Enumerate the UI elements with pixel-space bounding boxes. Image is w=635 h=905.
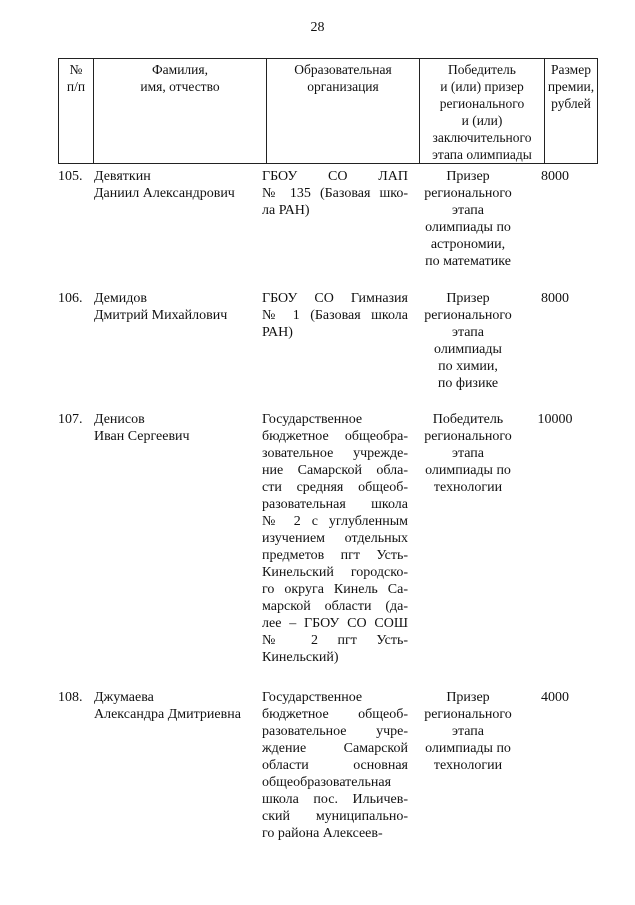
organization-line: бюджетное общеобра-	[262, 429, 408, 444]
organization-line: предметов пгт Усть-	[262, 548, 408, 563]
header-status-line: этапа олимпиады	[432, 147, 532, 162]
organization-line: ГБОУ СО ЛАП	[262, 169, 408, 184]
organization-line: ГБОУ СО Гимназия	[262, 291, 408, 306]
olympiad-status-line: этапа	[451, 724, 485, 739]
organization-line: зовательное учрежде-	[262, 446, 408, 461]
header-status-line: и (или)	[461, 113, 503, 128]
header-org	[267, 59, 420, 164]
olympiad-status-line: олимпиады по	[425, 741, 511, 756]
olympiad-status	[412, 689, 524, 774]
olympiad-status-line: регионального	[424, 186, 512, 201]
organization-line: РАН)	[262, 325, 293, 340]
olympiad-status-line: Призер	[446, 690, 490, 705]
student-name	[94, 689, 258, 723]
prize-amount: 8000	[541, 169, 569, 184]
student-name	[94, 290, 258, 324]
organization	[262, 168, 408, 219]
organization-line: Кинельский городско-	[262, 565, 408, 580]
organization-line: марской области (да-	[262, 599, 408, 614]
header-status-line: заключительного	[432, 130, 532, 145]
organization-line: ние Самарской обла-	[262, 463, 408, 478]
header-name-line: Фамилия,	[152, 62, 208, 77]
organization-line: го района Алексеев-	[262, 826, 383, 841]
organization-line: школа пос. Ильичев-	[262, 792, 408, 807]
prize-amount: 10000	[537, 412, 573, 427]
olympiad-status-line: этапа	[451, 203, 485, 218]
header-status-line: регионального	[439, 96, 525, 111]
header-num-line: №	[69, 62, 83, 77]
olympiad-status-line: по физике	[437, 376, 499, 391]
header-status-line: Победитель	[448, 62, 516, 77]
row-number: 107.	[58, 412, 83, 427]
header-num	[59, 59, 94, 164]
olympiad-status-line: регионального	[424, 429, 512, 444]
olympiad-status-line: регионального	[424, 707, 512, 722]
olympiad-status-line: олимпиады по	[425, 463, 511, 478]
olympiad-status	[412, 411, 524, 496]
row-number: 106.	[58, 291, 83, 306]
organization-line: общеобразовательная	[262, 775, 392, 790]
organization-line: ждение Самарской	[262, 741, 408, 756]
organization-line: ла РАН)	[262, 203, 310, 218]
header-org-line: Образовательная	[294, 62, 392, 77]
row-number: 108.	[58, 690, 83, 705]
organization-line: Кинельский)	[262, 650, 339, 665]
organization-line: № 2 с углубленным	[262, 514, 408, 529]
olympiad-status-line: Победитель	[432, 412, 504, 427]
header-name-line: имя, отчество	[140, 79, 220, 94]
header-prize	[545, 59, 598, 164]
olympiad-status-line: олимпиады по	[425, 220, 511, 235]
prize-amount: 8000	[541, 291, 569, 306]
organization	[262, 689, 408, 842]
page-number: 28	[310, 20, 325, 35]
olympiad-status-line: этапа	[451, 446, 485, 461]
olympiad-status-line: астрономии,	[430, 237, 506, 252]
organization-line: лее – ГБОУ СО СОШ	[262, 616, 408, 631]
organization-line: № 135 (Базовая шко-	[262, 186, 408, 201]
organization-line: области основная	[262, 758, 408, 773]
organization	[262, 290, 408, 341]
student-name-line: Дмитрий Михайлович	[94, 308, 228, 323]
organization-line: № 2 пгт Усть-	[262, 633, 408, 648]
olympiad-status-line: по математике	[425, 254, 511, 269]
header-status	[420, 59, 545, 164]
header-name	[94, 59, 267, 164]
organization-line: сти средняя общеоб-	[262, 480, 408, 495]
header-num-line: п/п	[66, 79, 86, 94]
olympiad-status	[412, 290, 524, 392]
student-name-line: Даниил Александрович	[94, 186, 235, 201]
organization-line: ский муниципально-	[262, 809, 408, 824]
organization-line: Государственное	[262, 412, 363, 427]
olympiad-status-line: Призер	[446, 291, 490, 306]
olympiad-status	[412, 168, 524, 270]
olympiad-status-line: олимпиады	[434, 342, 502, 357]
organization-line: № 1 (Базовая школа	[262, 308, 408, 323]
organization-line: го округа Кинель Са-	[262, 582, 408, 597]
olympiad-status-line: технологии	[433, 480, 503, 495]
table-header	[58, 58, 598, 164]
olympiad-status-line: по химии,	[438, 359, 498, 374]
olympiad-status-line: этапа	[451, 325, 485, 340]
organization	[262, 411, 408, 666]
student-name-line: Демидов	[94, 291, 148, 306]
olympiad-status-line: технологии	[433, 758, 503, 773]
header-prize-line: Размер	[551, 62, 591, 77]
student-name	[94, 168, 258, 202]
olympiad-status-line: Призер	[446, 169, 490, 184]
header-prize-line: рублей	[551, 96, 591, 111]
organization-line: бюджетное общеоб-	[262, 707, 408, 722]
header-prize-line: премии,	[547, 79, 595, 94]
student-name-line: Денисов	[94, 412, 145, 427]
student-name-line: Александра Дмитриевна	[94, 707, 241, 722]
olympiad-status-line: регионального	[424, 308, 512, 323]
organization-line: Государственное	[262, 690, 363, 705]
header-org-line: организация	[307, 79, 379, 94]
student-name-line: Девяткин	[94, 169, 151, 184]
student-name-line: Иван Сергеевич	[94, 429, 190, 444]
header-status-line: и (или) призер	[440, 79, 524, 94]
student-name	[94, 411, 258, 445]
row-number: 105.	[58, 169, 83, 184]
organization-line: разовательное учре-	[262, 724, 408, 739]
prize-amount: 4000	[541, 690, 569, 705]
organization-line: разовательная школа	[262, 497, 408, 512]
organization-line: изучением отдельных	[262, 531, 408, 546]
student-name-line: Джумаева	[94, 690, 154, 705]
